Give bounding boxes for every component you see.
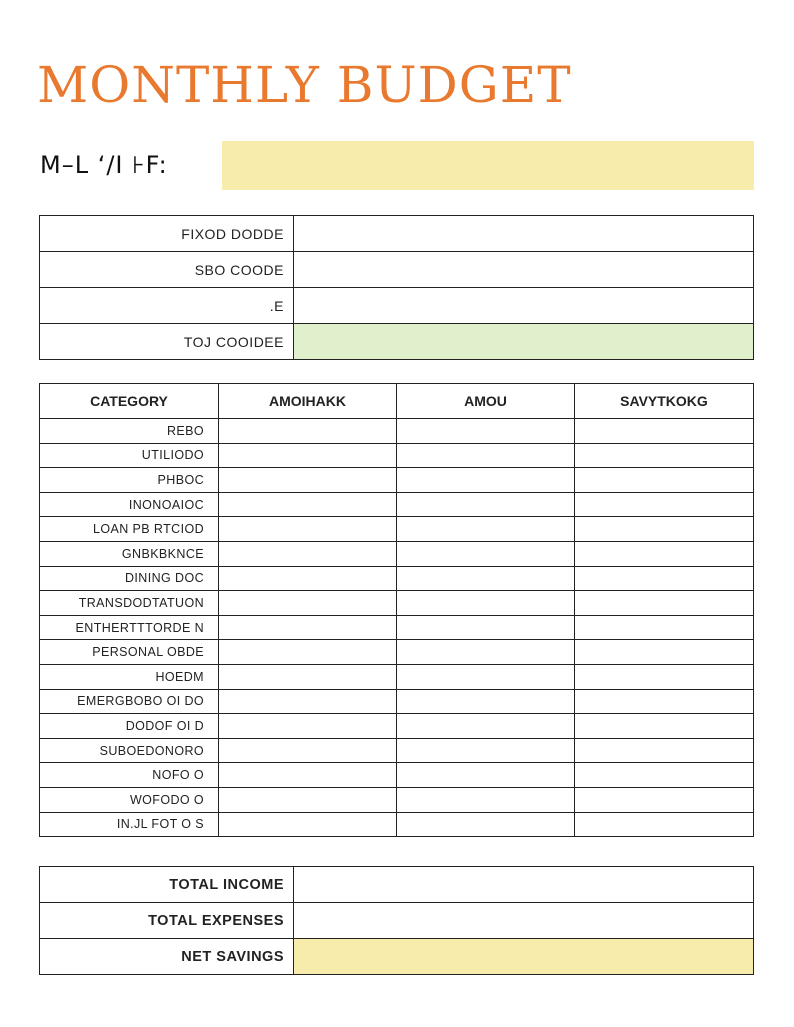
amount-cell[interactable]	[219, 738, 397, 763]
month-label: M–L ‘/I ⊦F:	[40, 151, 168, 179]
savings-cell[interactable]	[575, 541, 754, 566]
income-total-label: TOJ COOIDEE	[40, 324, 294, 360]
amount-2-cell[interactable]	[397, 541, 575, 566]
category-row	[40, 640, 754, 665]
amount-cell[interactable]	[219, 566, 397, 591]
amount-2-cell[interactable]	[397, 640, 575, 665]
category-row	[40, 468, 754, 493]
savings-cell[interactable]	[575, 689, 754, 714]
category-label: IN.JL FOT O S	[40, 812, 219, 837]
total-income-label: TOTAL INCOME	[40, 867, 294, 903]
category-row	[40, 714, 754, 739]
savings-cell[interactable]	[575, 615, 754, 640]
net-savings-cell[interactable]	[294, 939, 754, 975]
category-row	[40, 541, 754, 566]
amount-2-cell[interactable]	[397, 468, 575, 493]
summary-table	[39, 866, 754, 975]
column-header-category: CATEGORY	[40, 384, 219, 419]
savings-cell[interactable]	[575, 738, 754, 763]
category-header-row	[40, 384, 754, 419]
savings-cell[interactable]	[575, 591, 754, 616]
amount-cell[interactable]	[219, 591, 397, 616]
amount-2-cell[interactable]	[397, 812, 575, 837]
amount-2-cell[interactable]	[397, 492, 575, 517]
category-row	[40, 591, 754, 616]
savings-cell[interactable]	[575, 714, 754, 739]
page-title: MONTHLY BUDGET	[37, 56, 572, 114]
month-input[interactable]	[222, 141, 754, 190]
savings-cell[interactable]	[575, 812, 754, 837]
amount-cell[interactable]	[219, 664, 397, 689]
category-label: TRANSDODTATUON	[40, 591, 219, 616]
amount-2-cell[interactable]	[397, 763, 575, 788]
category-row	[40, 615, 754, 640]
category-label: REBO	[40, 419, 219, 444]
amount-cell[interactable]	[219, 787, 397, 812]
amount-cell[interactable]	[219, 689, 397, 714]
savings-cell[interactable]	[575, 787, 754, 812]
income-label: .E	[40, 288, 294, 324]
amount-cell[interactable]	[219, 812, 397, 837]
savings-cell[interactable]	[575, 566, 754, 591]
income-row-third	[40, 288, 754, 324]
category-label: PHBOC	[40, 468, 219, 493]
amount-2-cell[interactable]	[397, 738, 575, 763]
category-label: INONOAIOC	[40, 492, 219, 517]
net-savings-label: NET SAVINGS	[40, 939, 294, 975]
amount-2-cell[interactable]	[397, 664, 575, 689]
amount-2-cell[interactable]	[397, 566, 575, 591]
amount-cell[interactable]	[219, 763, 397, 788]
category-label: UTILIODO	[40, 443, 219, 468]
category-row	[40, 812, 754, 837]
category-row	[40, 443, 754, 468]
amount-2-cell[interactable]	[397, 591, 575, 616]
category-row	[40, 566, 754, 591]
category-label: EMERGBOBO OI DO	[40, 689, 219, 714]
amount-2-cell[interactable]	[397, 615, 575, 640]
amount-2-cell[interactable]	[397, 787, 575, 812]
category-row	[40, 689, 754, 714]
income-value-cell[interactable]	[294, 252, 754, 288]
income-row-fixed	[40, 216, 754, 252]
category-row	[40, 787, 754, 812]
total-expenses-label: TOTAL EXPENSES	[40, 903, 294, 939]
category-label: ENTHERTTTORDE N	[40, 615, 219, 640]
savings-cell[interactable]	[575, 419, 754, 444]
income-row-second	[40, 252, 754, 288]
category-row	[40, 517, 754, 542]
category-label: DINING DOC	[40, 566, 219, 591]
amount-2-cell[interactable]	[397, 714, 575, 739]
column-header-amount-2: AMOU	[397, 384, 575, 419]
category-label: DODOF OI D	[40, 714, 219, 739]
savings-cell[interactable]	[575, 468, 754, 493]
total-expenses-cell[interactable]	[294, 903, 754, 939]
savings-cell[interactable]	[575, 443, 754, 468]
category-label: NOFO O	[40, 763, 219, 788]
savings-cell[interactable]	[575, 517, 754, 542]
total-income-cell[interactable]	[294, 867, 754, 903]
amount-2-cell[interactable]	[397, 517, 575, 542]
income-row-total	[40, 324, 754, 360]
amount-cell[interactable]	[219, 468, 397, 493]
category-rows	[40, 419, 754, 837]
income-label: SBO COODE	[40, 252, 294, 288]
category-label: HOEDM	[40, 664, 219, 689]
savings-cell[interactable]	[575, 492, 754, 517]
column-header-amount: AMOIHAKK	[219, 384, 397, 419]
amount-2-cell[interactable]	[397, 443, 575, 468]
amount-cell[interactable]	[219, 640, 397, 665]
category-row	[40, 419, 754, 444]
category-row	[40, 763, 754, 788]
income-value-cell[interactable]	[294, 216, 754, 252]
category-row	[40, 492, 754, 517]
expense-category-table	[39, 383, 754, 837]
income-total-cell[interactable]	[294, 324, 754, 360]
amount-cell[interactable]	[219, 419, 397, 444]
category-label: GNBKBKNCE	[40, 541, 219, 566]
amount-cell[interactable]	[219, 615, 397, 640]
income-label: FIXOD DODDE	[40, 216, 294, 252]
amount-cell[interactable]	[219, 517, 397, 542]
income-table	[39, 215, 754, 360]
summary-row-total-expenses	[40, 903, 754, 939]
amount-cell[interactable]	[219, 443, 397, 468]
category-label: PERSONAL OBDE	[40, 640, 219, 665]
amount-cell[interactable]	[219, 714, 397, 739]
amount-cell[interactable]	[219, 492, 397, 517]
summary-row-total-income	[40, 867, 754, 903]
category-row	[40, 738, 754, 763]
summary-row-net-savings	[40, 939, 754, 975]
savings-cell[interactable]	[575, 640, 754, 665]
amount-cell[interactable]	[219, 541, 397, 566]
month-row	[40, 141, 754, 191]
category-row	[40, 664, 754, 689]
savings-cell[interactable]	[575, 763, 754, 788]
savings-cell[interactable]	[575, 664, 754, 689]
column-header-savings: SAVYTKOKG	[575, 384, 754, 419]
category-label: SUBOEDONORO	[40, 738, 219, 763]
amount-2-cell[interactable]	[397, 419, 575, 444]
income-value-cell[interactable]	[294, 288, 754, 324]
category-label: WOFODO O	[40, 787, 219, 812]
category-label: LOAN PB RTCIOD	[40, 517, 219, 542]
amount-2-cell[interactable]	[397, 689, 575, 714]
